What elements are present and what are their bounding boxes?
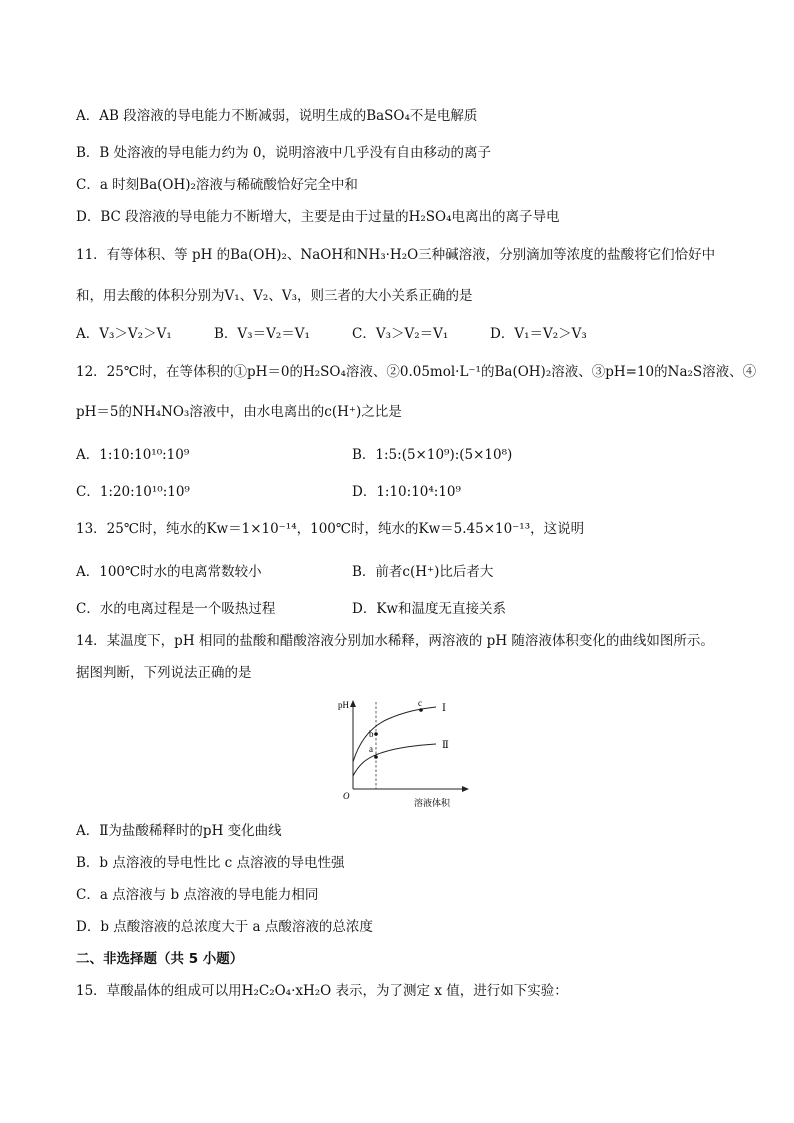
q14-option-a: A．Ⅱ为盐酸稀释时的pH 变化曲线 [76, 823, 282, 839]
y-axis-arrow [350, 700, 356, 707]
q14-option-d: D．b 点酸溶液的总浓度大于 a 点酸溶液的总浓度 [76, 919, 373, 935]
q13-option-a: A．100℃时水的电离常数较小 [76, 564, 262, 580]
q13-option-d: D．Kw和温度无直接关系 [352, 601, 506, 617]
q12-option-c: C．1:20:10¹⁰:10⁹ [76, 484, 190, 500]
curve-I [353, 707, 436, 762]
point-a [374, 755, 378, 759]
curve-I-label: Ⅰ [442, 703, 446, 714]
origin-label: O [343, 791, 350, 801]
q14-stem-line1: 14．某温度下，pH 相同的盐酸和醋酸溶液分别加水稀释，两溶液的 pH 随溶液体积变化的曲线如图所示。 [76, 633, 714, 649]
q10-option-d: D．BC 段溶液的导电能力不断增大，主要是由于过量的H₂SO₄电离出的离子导电 [76, 209, 560, 225]
x-axis-arrow [462, 786, 469, 792]
q13-option-c: C．水的电离过程是一个吸热过程 [76, 601, 276, 617]
ph-dilution-figure [318, 694, 470, 810]
q14-stem-line2: 据图判断，下列说法正确的是 [76, 665, 252, 681]
q11-option-c: C．V₃＞V₂＝V₁ [352, 326, 449, 342]
x-axis-label: 溶液体积 [414, 798, 451, 808]
y-axis-label: pH [338, 700, 349, 710]
q14-option-b: B．b 点溶液的导电性比 c 点溶液的导电性强 [76, 855, 345, 871]
q10-option-c: C．a 时刻Ba(OH)₂溶液与稀硫酸恰好完全中和 [76, 177, 358, 193]
q13-option-b: B．前者c(H⁺)比后者大 [352, 564, 494, 580]
q10-option-a: A．AB 段溶液的导电能力不断减弱，说明生成的BaSO₄不是电解质 [76, 108, 478, 124]
q10-option-b: B．B 处溶液的导电能力约为 0，说明溶液中几乎没有自由移动的离子 [76, 145, 492, 161]
q12-stem-line1: 12．25℃时，在等体积的①pH＝0的H₂SO₄溶液、②0.05mol·L⁻¹的Ba(OH)₂溶液、③pH=10的Na₂S溶液、④ [76, 364, 757, 380]
q11-stem-line2: 和，用去酸的体积分别为V₁、V₂、V₃，则三者的大小关系正确的是 [76, 288, 473, 304]
q15-stem: 15．草酸晶体的组成可以用H₂C₂O₄·xH₂O 表示，为了测定 x 值，进行如下实验： [76, 983, 568, 999]
point-a-label: a [369, 744, 373, 754]
curve-II-label: Ⅱ [442, 740, 449, 751]
q14-option-c: C．a 点溶液与 b 点溶液的导电能力相同 [76, 887, 319, 903]
q12-option-d: D．1:10:10⁴:10⁹ [352, 484, 461, 500]
q11-stem-line1: 11．有等体积、等 pH 的Ba(OH)₂、NaOH和NH₃·H₂O三种碱溶液，分别滴加等浓度的盐酸将它们恰好中 [76, 247, 716, 263]
q11-option-b: B．V₃＝V₂＝V₁ [214, 326, 310, 342]
q13-stem: 13．25℃时，纯水的Kw＝1×10⁻¹⁴，100℃时，纯水的Kw＝5.45×10⁻¹³，这说明 [76, 521, 585, 537]
q12-stem-line2: pH＝5的NH₄NO₃溶液中，由水电离出的c(H⁺)之比是 [76, 404, 402, 420]
point-c-label: c [418, 698, 422, 708]
q11-option-a: A．V₃＞V₂＞V₁ [76, 326, 172, 342]
q11-option-d: D．V₁＝V₂＞V₃ [490, 326, 587, 342]
section-2-title: 二、非选择题（共 5 小题） [76, 951, 244, 967]
q12-option-b: B．1:5:(5×10⁹):(5×10⁸) [352, 447, 513, 463]
point-c [419, 708, 423, 712]
point-b [374, 732, 378, 736]
curve-II [353, 744, 436, 776]
point-b-label: b [369, 729, 374, 739]
q12-option-a: A．1:10:10¹⁰:10⁹ [76, 447, 190, 463]
